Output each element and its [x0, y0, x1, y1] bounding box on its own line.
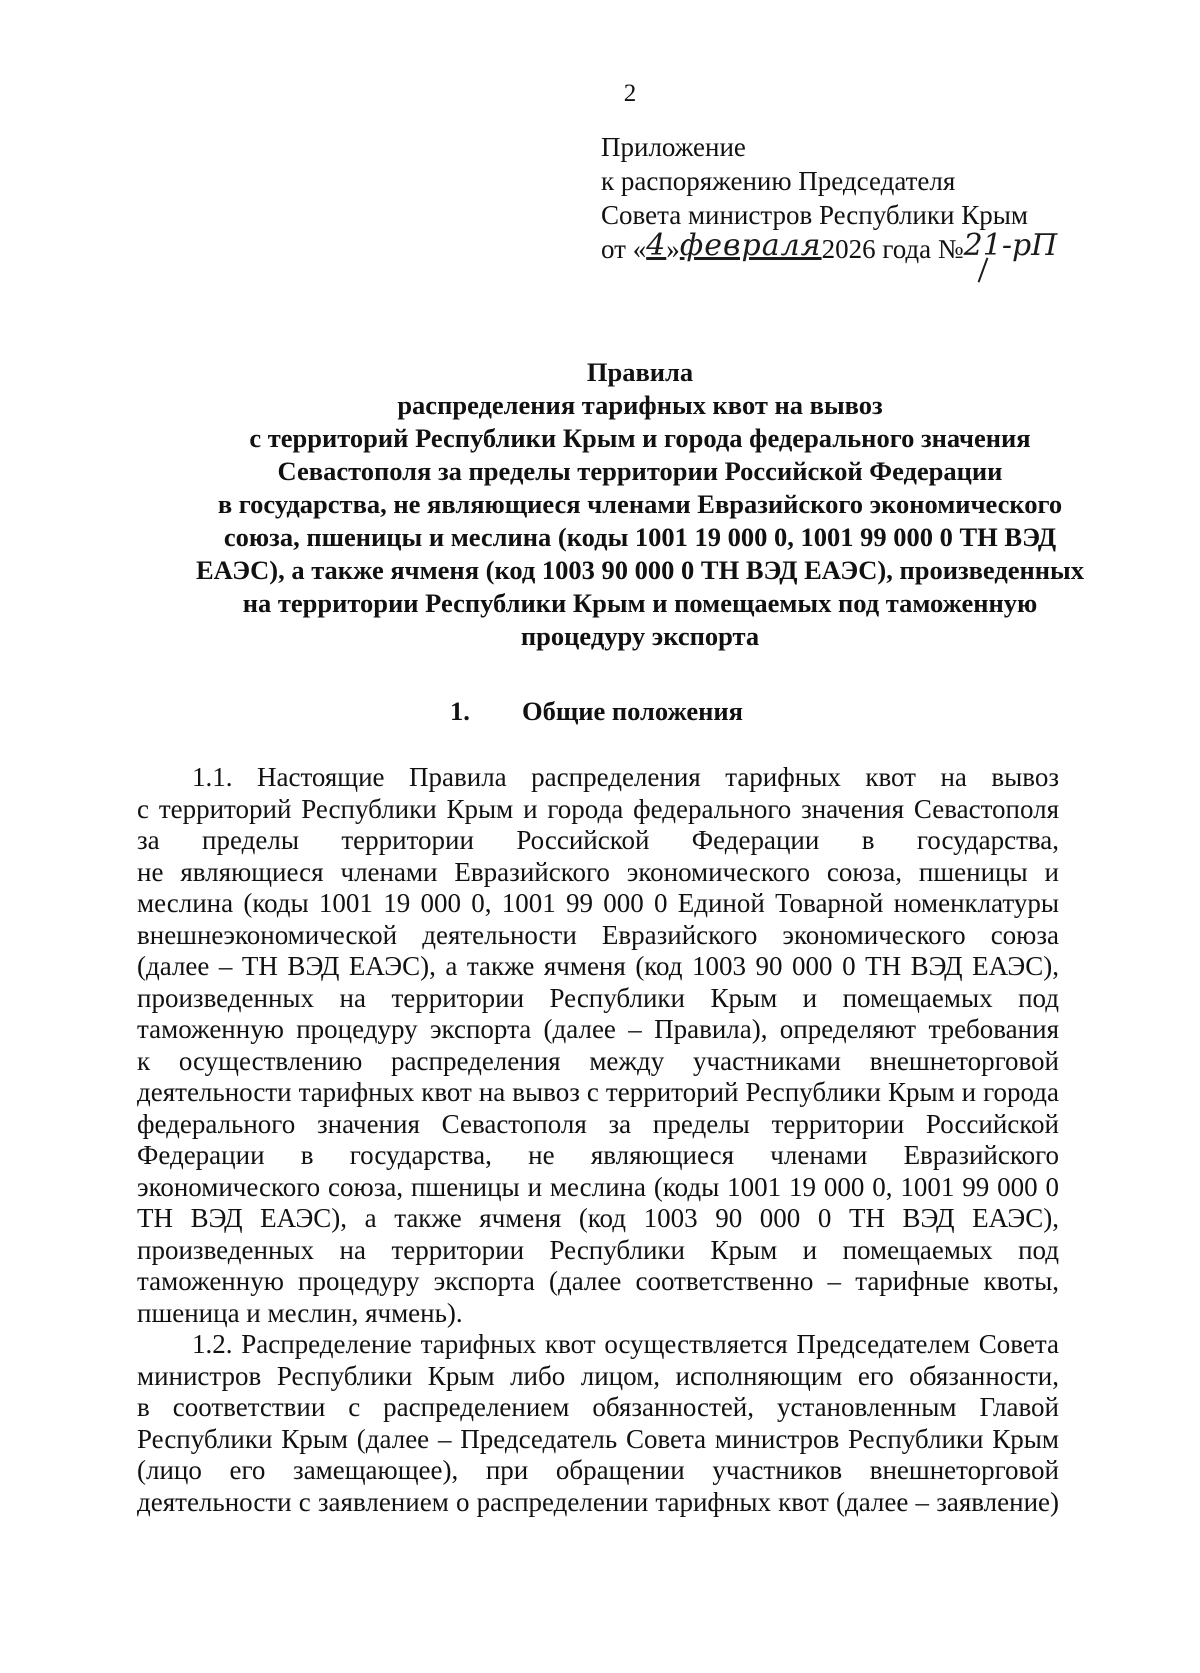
text-line: пшеница и меслин, ячмень). [137, 1297, 463, 1328]
text-line: ТН ВЭД ЕАЭС), а также ячменя (код 1003 90 000 0 ТН ВЭД ЕАЭС), [137, 1203, 1059, 1233]
title-line: с территорий Республики Крым и города федерального значения [249, 423, 1031, 453]
section-title: Общие положения [522, 696, 744, 726]
title-line: ЕАЭС), а также ячменя (код 1003 90 000 0 ТН ВЭД ЕАЭС), произведенных [196, 555, 1084, 585]
date-year: 2026 года № [821, 234, 964, 264]
text-line: меслина (коды 1001 19 000 0, 1001 99 000 0 Единой Товарной номенклатуры [137, 888, 1059, 918]
text-line: (лицо его замещающее), при обращении участников внешнеторговой [137, 1455, 1059, 1485]
text-line: 1.1. Настоящие Правила распределения тарифных квот на вывоз [192, 762, 1059, 792]
text-line: таможенную процедуру экспорта (далее соответственно – тарифные квоты, [137, 1266, 1059, 1296]
text-line: произведенных на территории Республики Крым и помещаемых под [137, 982, 1059, 1013]
text-line: произведенных на территории Республики Крым и помещаемых под [137, 1234, 1059, 1265]
title-line: Севастополя за пределы территории Российской Федерации [277, 456, 1003, 486]
section-number: 1. [450, 696, 470, 726]
doc-number-text: 21-рП [963, 228, 1058, 263]
title-line: на территории Республики Крым и помещаемых под таможенную [242, 588, 1038, 618]
text-line: не являющиеся членами Евразийского экономического союза, пшеницы и [137, 856, 1059, 887]
text-line: Федерации в государства, не являющиеся членами Евразийского [137, 1140, 1059, 1170]
date-mid: » [666, 234, 680, 264]
appendix-line-2: к распоряжению Председателя [601, 166, 956, 196]
text-line: министров Республики Крым либо лицом, исполняющим его обязанности, [137, 1360, 1059, 1391]
text-line: к осуществлению распределения между участниками внешнеторговой [137, 1045, 1059, 1076]
text-line: с территорий Республики Крым и города федерального значения Севастополя [137, 793, 1059, 824]
page-number: 2 [623, 80, 637, 107]
appendix-title: Приложение [601, 132, 746, 162]
handwritten-month: февраля [679, 228, 822, 263]
text-line: экономического союза, пшеницы и меслина (коды 1001 19 000 0, 1001 99 000 0 [137, 1171, 1059, 1202]
text-line: за пределы территории Российской Федерации в государства, [137, 825, 1059, 855]
appendix-date-line [601, 228, 1058, 266]
date-prefix: от « [601, 234, 647, 264]
title-line: в государства, не являющиеся членами Евразийского экономического [217, 489, 1063, 519]
text-line: внешнеэкономической деятельности Евразийского экономического союза [137, 919, 1059, 950]
text-line: в соответствии с распределением обязанностей, установленным Главой [137, 1392, 1059, 1422]
handwritten-doc-number [964, 229, 1058, 263]
paragraph-1-2 [137, 1329, 1059, 1518]
handwritten-day: 4 [646, 228, 667, 263]
appendix-line-3: Совета министров Республики Крым [601, 200, 1028, 230]
body-text [137, 762, 1059, 1518]
document-title [120, 356, 1160, 653]
text-line: Республики Крым (далее – Председатель Совета министров Республики Крым [137, 1423, 1059, 1454]
text-line: деятельности тарифных квот на вывоз с территорий Республики Крым и города [137, 1077, 1059, 1107]
text-line: (далее – ТН ВЭД ЕАЭС), а также ячменя (код 1003 90 000 0 ТН ВЭД ЕАЭС), [137, 951, 1059, 981]
paragraph-1-1 [137, 762, 1059, 1329]
text-line: таможенную процедуру экспорта (далее – Правила), определяют требования [137, 1014, 1059, 1044]
title-line: Правила [586, 357, 694, 387]
text-line: деятельности с заявлением о распределении тарифных квот (далее – заявление) [137, 1486, 1059, 1517]
title-line: союза, пшеницы и меслина (коды 1001 19 000 0, 1001 99 000 0 ТН ВЭД [223, 522, 1057, 552]
text-line: федерального значения Севастополя за пределы территории Российской [137, 1108, 1059, 1139]
title-line: распределения тарифных квот на вывоз [397, 390, 883, 420]
appendix-header [601, 130, 1057, 266]
text-line: 1.2. Распределение тарифных квот осуществляется Председателем Совета [192, 1329, 1059, 1359]
title-line: процедуру экспорта [520, 621, 760, 651]
